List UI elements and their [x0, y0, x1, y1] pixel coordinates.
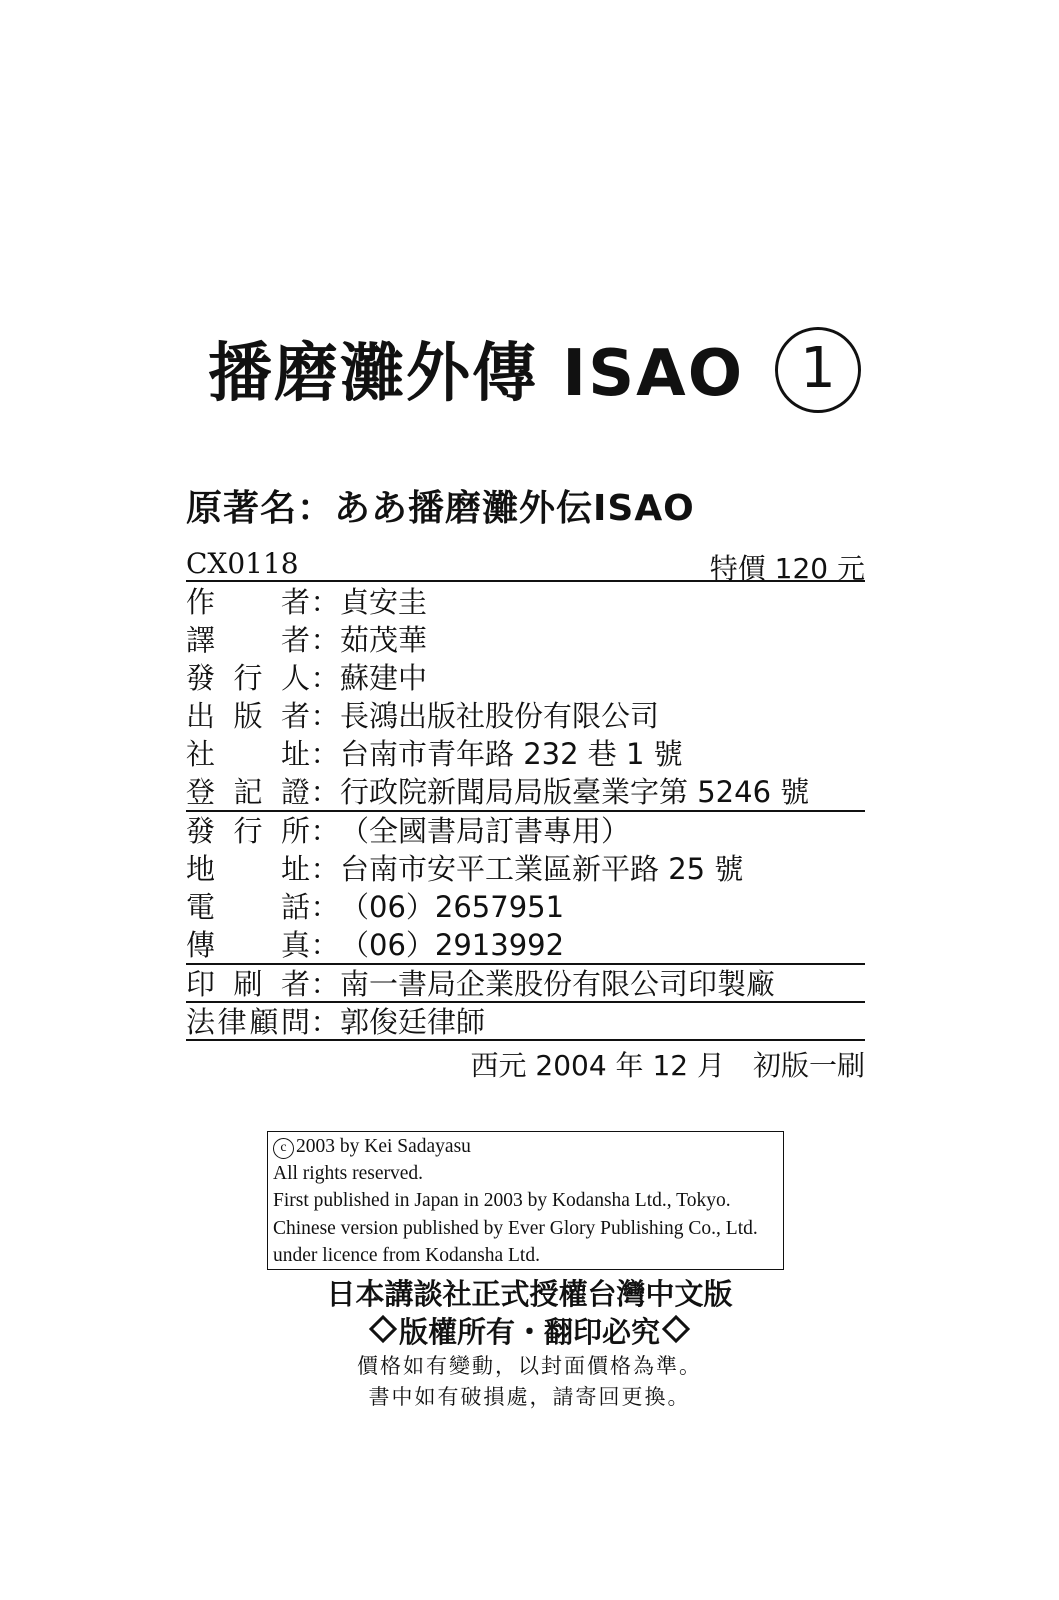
credit-separator: ： [310, 1005, 340, 1039]
credit-separator: ： [310, 890, 340, 924]
credit-value: 郭俊廷律師 [340, 1005, 486, 1039]
credit-separator: ： [310, 661, 340, 695]
credit-value: （全國書局訂書專用） [340, 814, 631, 848]
volume-number-badge: 1 [775, 327, 861, 413]
credit-label: 作者 [186, 585, 310, 619]
credit-value: 台南市安平工業區新平路 25 號 [340, 852, 744, 886]
copyright-line: Chinese version published by Ever Glory Publishing Co., Ltd. [273, 1218, 758, 1239]
credit-label: 發行所 [186, 814, 310, 848]
credit-label: 社址 [186, 737, 310, 771]
price: 特價 120 元 [709, 552, 865, 585]
credit-separator: ： [310, 699, 340, 733]
divider-bottom [186, 1039, 865, 1041]
credit-label: 傳真 [186, 928, 310, 962]
credit-label: 電話 [186, 890, 310, 924]
credit-value: 行政院新聞局局版臺業字第 5246 號 [340, 775, 810, 809]
divider-top [186, 580, 865, 582]
credit-value: （06）2657951 [340, 890, 565, 924]
credit-label: 登記證 [186, 775, 310, 809]
credit-row [186, 584, 427, 620]
copyright-line [273, 1136, 471, 1159]
credit-separator: ： [310, 623, 340, 657]
publication-date: 西元 2004 年 12 月 初版一刷 [470, 1049, 865, 1082]
credit-value: 蘇建中 [340, 661, 428, 695]
credit-label: 出版者 [186, 699, 310, 733]
credit-row [186, 660, 427, 696]
credit-value: （06）2913992 [340, 928, 565, 962]
copyright-box [267, 1131, 784, 1270]
catalog-code: CX0118 [186, 547, 299, 580]
credit-label: 地址 [186, 852, 310, 886]
credit-separator: ： [310, 967, 340, 1001]
credit-row [186, 622, 427, 658]
credit-row [186, 1004, 485, 1040]
credit-separator: ： [310, 814, 340, 848]
credit-separator: ： [310, 585, 340, 619]
rights-reserved [0, 1310, 1059, 1351]
credit-row [186, 698, 659, 734]
credit-row [186, 774, 809, 810]
book-title: 播磨灘外傳 ISAO [208, 337, 745, 411]
credit-row [186, 889, 564, 925]
credit-value: 南一書局企業股份有限公司印製廠 [340, 967, 776, 1001]
credit-label: 印刷者 [186, 967, 310, 1001]
authorization-statement: 日本講談社正式授權台灣中文版 [326, 1277, 733, 1311]
credit-label: 法律顧問 [186, 1005, 310, 1039]
credit-separator: ： [310, 775, 340, 809]
original-title: 原著名：ああ播磨灘外伝ISAO [186, 488, 695, 529]
divider [186, 1001, 865, 1003]
credit-row [186, 736, 683, 772]
rights-reserved-text: 版權所有・翻印必究 [398, 1315, 660, 1349]
credit-value: 茹茂華 [340, 623, 428, 657]
credit-row [186, 813, 630, 849]
copyright-symbol-icon: c [273, 1138, 294, 1159]
credit-row [186, 966, 775, 1002]
copyright-line: All rights reserved. [273, 1163, 424, 1184]
copyright-line: First published in Japan in 2003 by Kodansha Ltd., Tokyo. [273, 1190, 731, 1211]
divider [186, 810, 865, 812]
credit-separator: ： [310, 737, 340, 771]
diamond-icon [662, 1315, 690, 1343]
damage-notice: 書中如有破損處，請寄回更換。 [368, 1385, 691, 1409]
copyright-holder: 2003 by Kei Sadayasu [296, 1136, 471, 1157]
credit-separator: ： [310, 928, 340, 962]
copyright-line: under licence from Kodansha Ltd. [273, 1245, 540, 1266]
credit-value: 台南市青年路 232 巷 1 號 [340, 737, 683, 771]
credit-value: 貞安圭 [340, 585, 428, 619]
credit-value: 長鴻出版社股份有限公司 [340, 699, 660, 733]
credit-row [186, 851, 743, 887]
divider [186, 963, 865, 965]
diamond-icon [369, 1315, 397, 1343]
credit-separator: ： [310, 852, 340, 886]
credit-label: 發行人 [186, 661, 310, 695]
price-notice: 價格如有變動，以封面價格為準。 [357, 1354, 702, 1378]
credit-row [186, 927, 564, 963]
credit-label: 譯者 [186, 623, 310, 657]
